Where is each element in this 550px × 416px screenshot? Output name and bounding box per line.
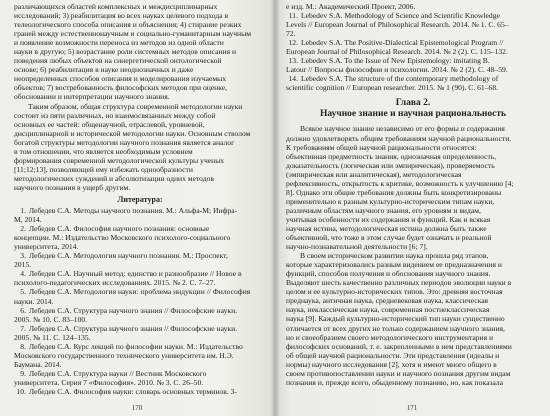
reference-line	[14, 324, 266, 333]
text-line: отличается от всех других не только содержанием научного знания,	[286, 323, 505, 333]
text-line: должно удовлетворять общим требованиям научной рациональности.	[286, 133, 512, 143]
reference-line	[14, 333, 266, 342]
text-line: различным областям научного знания, его уровням и видам,	[286, 205, 481, 215]
reference-text: Лебедев С.А. Философия научного познания: основные	[29, 224, 210, 234]
reference-line	[14, 233, 266, 242]
left-body-text	[14, 2, 266, 192]
text-line: применительно к разным культурно-историческим типам науки,	[286, 196, 495, 206]
text-line: функций, способов получения и обоснования научного знания.	[286, 269, 491, 279]
page-number-left: 170	[131, 403, 143, 412]
text-line: основных ее частей: общенаучной, отраслевой, уровневой,	[14, 119, 205, 129]
reference-text: е изд. М.: Академический Проект, 2006.	[286, 2, 416, 11]
reference-text: 2005. № 11. С. 124–135.	[14, 332, 91, 342]
text-line: неопределенных способов описания и моделирования изучаемых	[14, 74, 227, 84]
reference-text: Лебедев С.А. Курс лекций по философии науки. М.: Издательство	[29, 341, 243, 351]
reference-number: 12.	[288, 38, 298, 48]
left-page	[0, 0, 274, 416]
text-line: об общей научной рациональности. Эти представления (идеалы и	[286, 350, 500, 360]
reference-text: психолого-педагогических исследованиях. 2015. № 2. С. 7–27.	[14, 278, 216, 288]
text-line: обосновании и интерпретации научного знания.	[14, 92, 170, 102]
reference-line	[286, 83, 540, 92]
reference-line	[286, 11, 540, 20]
text-line: поведения любых объектов на синергетической онтологической	[14, 56, 222, 66]
text-line: наука [9]. Каждый культурно-исторический тип науки существенно	[286, 314, 505, 324]
reference-line	[286, 20, 540, 29]
text-line: научного познания в ущерб другим.	[14, 182, 131, 192]
text-line: преднаука, античная наука, средневековая наука, классическая	[286, 296, 489, 306]
reference-number: 13.	[288, 56, 298, 66]
text-line: объективная предметность знания, однозначная определенность,	[286, 151, 497, 161]
reference-line	[14, 360, 266, 369]
reference-list	[14, 206, 266, 396]
text-line: 8]. Однако эти общие требования должны быть конкретизированы	[286, 187, 502, 197]
reference-text: Лебедев С.А. Методология науки: проблема индукции // Философия	[29, 287, 251, 297]
text-line: объектов; 7) востребованность философских методов при оценке,	[14, 83, 228, 93]
reference-text: Lebedev S.A. The Positive-Dialectical Epistemological Program //	[301, 38, 504, 48]
text-line: научно-познавательной деятельности [6; 7].	[286, 242, 428, 252]
text-line: граней между естественнонаучным и социально-гуманитарным научным	[14, 29, 252, 39]
reference-line	[286, 56, 540, 65]
reference-text: European Journal of Philosophical Research. 2014. № 2 (2). С. 115–132.	[286, 47, 508, 57]
reference-number: 7.	[20, 323, 26, 333]
text-line: науки в другую; 5) возрастание роли системных методов описания и	[14, 47, 237, 57]
text-line: К требованиям общей научной рациональности относятся:	[286, 142, 477, 152]
chapter-title: Научное знание и научная рациональность	[319, 109, 507, 120]
text-line: нормы) научного исследования [2], хотя и имеют много общего в	[286, 359, 497, 369]
reference-list-continued	[286, 2, 540, 92]
reference-text: Levels // European Journal of Philosophical Research. 2014. № 1. С. 65–	[286, 20, 509, 30]
reference-line	[14, 369, 266, 378]
text-line: объективной, что тоже в этом случае будет означать и реальной	[286, 233, 492, 243]
reference-text: М, 2014.	[14, 215, 42, 225]
reference-text: scientific cognition // European researcher. 2015. № 1 (90). С. 61–68.	[286, 83, 499, 93]
reference-line	[286, 74, 540, 83]
reference-text: Лебедев С.А. Структура науки // Вестник Московского	[29, 368, 207, 378]
text-line: доказательность (логическая или эмпирическая), проверяемость	[286, 160, 495, 170]
reference-number: 14.	[288, 74, 298, 84]
reference-line	[14, 378, 266, 387]
reference-line	[14, 278, 266, 287]
reference-text: концепции. М.: Издательство Московского психолого-социального	[14, 233, 231, 243]
text-line: и появление возможности переноса из методов из одной области	[14, 38, 224, 48]
chapter-number: Глава 2.	[395, 98, 431, 109]
right-body-text	[286, 124, 540, 386]
text-line: различающихся областей комплексных и междисциплинарных	[14, 2, 218, 11]
reference-line	[14, 306, 266, 315]
reference-number: 2.	[20, 224, 26, 234]
reference-number: 1.	[20, 206, 26, 216]
reference-text: Lebedev S.A. The structure of the contemporary methodology of	[301, 74, 499, 84]
reference-line	[286, 38, 540, 47]
text-line: Таким образом, общая структура современной методологии науки	[28, 101, 243, 111]
reference-text: 2005. № 10. С. 83–100.	[14, 314, 88, 324]
reference-text: Lebedev S.A. To the Issue of New Epistemology: imitating B.	[301, 56, 490, 66]
reference-line	[286, 65, 540, 74]
reference-line	[286, 47, 540, 56]
reference-line	[14, 242, 266, 251]
text-line: состоит из пяти различных, но взаимосвязанных между собой	[14, 110, 216, 120]
text-line: Выделяют шесть качественно различных периодов эволюции науки в	[286, 278, 512, 288]
reference-text: 2015.	[14, 260, 32, 270]
reference-number: 6.	[20, 305, 26, 315]
text-line: В своем историческом развитии наука прошла ряд этапов,	[300, 251, 489, 261]
text-line: философских оснований, т. е. закрепленными в нем представлениями	[286, 341, 512, 351]
reference-text: Lebedev S.A. Methodology of Science and Scientific Knowledge	[301, 11, 500, 21]
text-line: богатой структуры методологии научного познания является аналог	[14, 137, 235, 147]
literature-heading: Литература:	[117, 194, 163, 204]
reference-line	[286, 29, 540, 38]
right-page	[274, 0, 550, 416]
text-line: [11;12;13], позволяющей ему избежать однообразности	[14, 164, 193, 174]
reference-text: Баумана. 2014.	[14, 359, 62, 369]
reference-text: Лебедев С.А. Структура научного знания // Философские науки.	[29, 305, 238, 315]
text-line: но и своеобразием своего методологического инструментария и	[286, 332, 494, 342]
page-number-right: 171	[406, 403, 418, 412]
reference-text: Latour // Вопросы философии и психологии. 2014. № 2 (2). С. 48–59.	[286, 65, 508, 75]
reference-number: 3.	[20, 251, 26, 261]
text-line: основе; 6) реабилитация в науке неоднозначных и даже	[14, 65, 194, 75]
reference-number: 5.	[20, 287, 26, 297]
reference-text: Лебедев С.А. Методы научного познания. М.: Альфа-М; Инфра-	[29, 206, 238, 216]
reference-text: Лебедев С.А. Философия науки: словарь основных терминов. 3-	[29, 386, 237, 396]
reference-line	[14, 260, 266, 269]
text-line: целом и ее культурно-исторических типов. Это: древняя восточная	[286, 287, 503, 297]
reference-number: 4.	[20, 269, 26, 279]
reference-number: 11.	[288, 11, 298, 21]
reference-line	[14, 387, 266, 396]
reference-line	[14, 287, 266, 296]
reference-line	[14, 215, 266, 224]
text-line: исследований; 3) реабилитация во всех науках целевого подхода в	[14, 11, 229, 21]
reference-number: 9.	[20, 368, 26, 378]
text-line: своем противопоставлении науки и научного познания другим видам	[286, 368, 511, 378]
reference-line	[14, 342, 266, 351]
reference-line	[14, 251, 266, 260]
text-line: которые характеризовались разным видением ее предназначения и	[286, 260, 502, 270]
reference-text: Лебедев С.А. Научный метод: единство и разнообразие // Новое в	[29, 269, 242, 279]
text-line: методологических суждений и абсолютизации одних методов	[14, 173, 214, 183]
reference-line	[14, 206, 266, 215]
text-line: познания и, прежде всего, обыденному познанию, но, как показала	[286, 377, 503, 387]
reference-line	[14, 224, 266, 233]
reference-text: Лебедев С.А. Структура научного знания // Философские науки.	[29, 323, 238, 333]
reference-line	[286, 2, 540, 11]
text-line: в том отношении, что является необходимым условием	[14, 146, 193, 156]
text-line: телеологического способа описания и объяснения; 4) стирание резких	[14, 20, 242, 30]
reference-text: Московского государственного технического университета им. Н.Э.	[14, 350, 234, 360]
reference-text: университета. Серия 7 «Философия». 2010. № 3. С. 26–50.	[14, 377, 204, 387]
reference-line	[14, 269, 266, 278]
text-line: Всякое научное знание независимо от его формы и содержания	[300, 124, 505, 134]
reference-text: университета, 2014.	[14, 242, 79, 252]
text-line: (эмпирическая или аналитическая), методологическая	[286, 169, 462, 179]
reference-text: науки. 2014.	[14, 296, 54, 306]
reference-line	[14, 315, 266, 324]
reference-number: 10.	[16, 386, 26, 396]
reference-line	[14, 351, 266, 360]
reference-line	[14, 297, 266, 306]
text-line: рефлексивность, открытость к критике, возможность к улучшению [4;	[286, 178, 514, 188]
text-line: учитывая особенности их содержания и функций. Как и всякая	[286, 214, 491, 224]
reference-number: 8.	[20, 341, 26, 351]
text-line: наука, неклассическая наука, современная постнеклассическая	[286, 305, 490, 315]
reference-text: 72.	[286, 29, 296, 39]
text-line: научная истина, методологическая истина должна быть также	[286, 223, 487, 233]
reference-text: Лебедев С.А. Методология научного познания. М.: Проспект,	[29, 251, 228, 261]
text-line: формирования современной методологической культуры ученых	[14, 155, 225, 165]
text-line: дисциплинарной и исторической методологии науки. Основным стволом	[14, 128, 251, 138]
